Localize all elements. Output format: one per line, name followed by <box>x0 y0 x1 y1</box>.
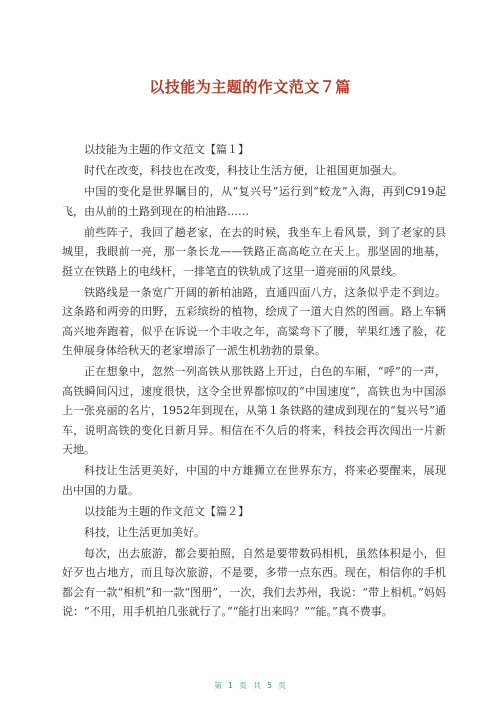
paragraph-4: 前些阵子，我回了趟老家，在去的时候，我坐车上看风景，到了老家的县城里，我眼前一亮，那一条长龙——铁路正高高屹立在天上。那坚固的地基，挺立在铁路上的电线杆，一排笔直的铁轨成了这里一道亮丽的风景线。 <box>62 225 446 278</box>
document-body <box>62 140 446 623</box>
page-footer: 第 1 页 共 5 页 <box>214 681 286 690</box>
paragraph-2: 时代在改变，科技也在改变，科技让生活方便，让祖国更加强大。 <box>84 164 403 177</box>
document-title: 以技能为主题的作文范文７篇 <box>149 78 351 96</box>
paragraph-9: 科技，让生活更加美好。 <box>84 525 205 539</box>
paragraph-1: 以技能为主题的作文范文【篇１】 <box>84 143 249 156</box>
paragraph-10: 每次，出去旅游，都会要拍照，自然是要带数码相机，虽然体积是小，但好歹也占地方，而且每次旅游，不是要，多带一点东西。现在，相信你的手机都会有一款“相机”和一款“图册”，一次，我们去苏州，我说：“带上相机。”妈妈说：“不用，用手机拍几张就行了。”“能打出来吗？”“能。”真不费事。 <box>62 546 446 618</box>
paragraph-3: 中国的变化是世界瞩目的，从“复兴号”运行到“蛟龙”入海，再到C919起飞，由从前的土路到现在的柏油路…… <box>62 185 446 218</box>
paragraph-6: 正在想象中，忽然一列高铁从那铁路上开过，白色的车厢，“呼”的一声，高铁瞬间闪过，速度很快，这令全世界都惊叹的“中国速度”，高铁也为中国添上一张亮丽的名片，1952年到现在，从第１条铁路的建成到现在的“复兴号”通车，说明高铁的变化日新月异。相信在不久后的将来，科技会再次闯出一片新天地。 <box>62 365 446 456</box>
paragraph-7: 科技让生活更美好，中国的中方雄狮立在世界东方，将来必要醒来，展现出中国的力量。 <box>62 464 446 497</box>
paragraph-8: 以技能为主题的作文范文【篇２】 <box>84 504 249 518</box>
paragraph-5: 铁路线是一条宽广开阔的新柏油路，直通四面八方，这条似乎走不到边。这条路和两旁的田野，五彩缤纷的植物，绘成了一道大自然的图画。路上车辆高兴地奔跑着，似乎在诉说一个丰收之年，高粱弯下了腰，苹果红透了脸，花生伸展身体给秋天的老家增添了一派生机勃勃的景象。 <box>62 285 446 357</box>
